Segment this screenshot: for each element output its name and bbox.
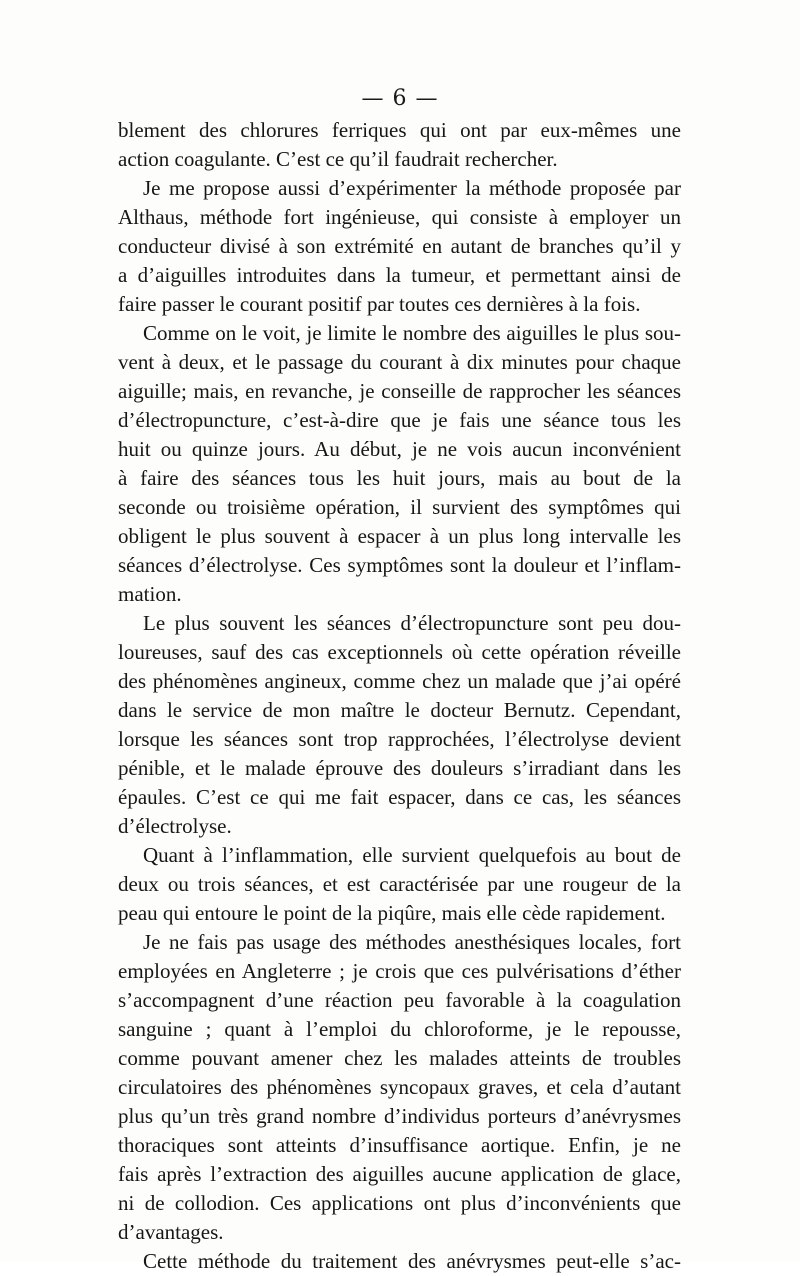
text-line: Quant à l’inflammation, elle survient quelquefois au bout de: [143, 843, 681, 867]
text-line: Cette méthode du traitement des anévrysmes peut-elle s’ac-: [143, 1249, 681, 1273]
text-line: dans le service de mon maître le docteur Bernutz. Cependant,: [118, 698, 681, 722]
text-line: circulatoires des phénomènes syncopaux graves, et cela d’autant: [118, 1075, 681, 1099]
text-line: mation.: [118, 582, 182, 606]
text-line: ni de collodion. Ces applications ont plus d’inconvénients que: [118, 1191, 681, 1215]
text-line: seconde ou troisième opération, il survient des symptômes qui: [118, 495, 681, 519]
text-line: thoraciques sont atteints d’insuffisance aortique. Enfin, je ne: [118, 1133, 681, 1157]
text-line: d’électropuncture, c’est-à-dire que je fais une séance tous les: [118, 408, 681, 432]
text-line: aiguille; mais, en revanche, je conseille de rapprocher les séances: [118, 379, 681, 403]
page-number: — 6 —: [361, 86, 439, 111]
text-line: Je ne fais pas usage des méthodes anesthésiques locales, fort: [143, 930, 681, 954]
text-line: conducteur divisé à son extrémité en autant de branches qu’il y: [118, 234, 681, 258]
text-line: a d’aiguilles introduites dans la tumeur, et permettant ainsi de: [118, 263, 681, 287]
text-line: Althaus, méthode fort ingénieuse, qui consiste à employer un: [118, 205, 681, 229]
text-line: obligent le plus souvent à espacer à un plus long intervalle les: [118, 524, 681, 548]
text-line: fais après l’extraction des aiguilles aucune application de glace,: [118, 1162, 681, 1186]
text-line: Le plus souvent les séances d’électropuncture sont peu dou-: [143, 611, 681, 635]
text-line: vent à deux, et le passage du courant à dix minutes pour chaque: [118, 350, 681, 374]
text-line: loureuses, sauf des cas exceptionnels où cette opération réveille: [118, 640, 681, 664]
text-line: épaules. C’est ce qui me fait espacer, dans ce cas, les séances: [118, 785, 681, 809]
text-line: d’électrolyse.: [118, 814, 232, 838]
body-text: [118, 116, 681, 1276]
text-line: Je me propose aussi d’expérimenter la méthode proposée par: [143, 176, 681, 200]
text-line: Comme on le voit, je limite le nombre des aiguilles le plus sou-: [143, 321, 681, 345]
text-line: à faire des séances tous les huit jours, mais au bout de la: [118, 466, 681, 490]
text-line: action coagulante. C’est ce qu’il faudrait rechercher.: [118, 147, 558, 171]
text-line: lorsque les séances sont trop rapprochées, l’électrolyse devient: [118, 727, 681, 751]
text-line: d’avantages.: [118, 1220, 224, 1244]
text-line: séances d’électrolyse. Ces symptômes sont la douleur et l’inflam-: [118, 553, 681, 577]
text-line: plus qu’un très grand nombre d’individus porteurs d’anévrysmes: [118, 1104, 681, 1128]
text-line: des phénomènes angineux, comme chez un malade que j’ai opéré: [118, 669, 681, 693]
text-line: pénible, et le malade éprouve des douleurs s’irradiant dans les: [118, 756, 681, 780]
text-line: employées en Angleterre ; je crois que ces pulvérisations d’éther: [118, 959, 681, 983]
text-line: huit ou quinze jours. Au début, je ne vois aucun inconvénient: [118, 437, 681, 461]
text-line: deux ou trois séances, et est caractérisée par une rougeur de la: [118, 872, 681, 896]
text-line: peau qui entoure le point de la piqûre, mais elle cède rapidement.: [118, 901, 666, 925]
text-line: sanguine ; quant à l’emploi du chloroforme, je le repousse,: [118, 1017, 681, 1041]
text-line: blement des chlorures ferriques qui ont par eux-mêmes une: [118, 118, 681, 142]
text-line: s’accompagnent d’une réaction peu favorable à la coagulation: [118, 988, 681, 1012]
text-line: comme pouvant amener chez les malades atteints de troubles: [118, 1046, 681, 1070]
text-line: faire passer le courant positif par toutes ces dernières à la fois.: [118, 292, 641, 316]
